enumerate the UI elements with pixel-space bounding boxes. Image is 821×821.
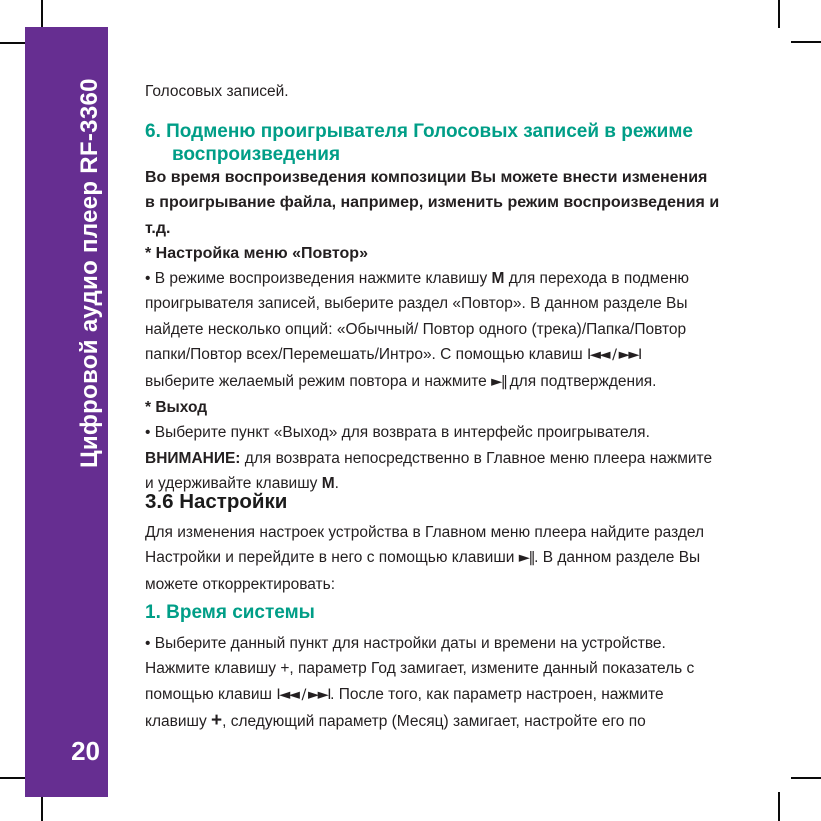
- text-line: [145, 601, 760, 624]
- text-line: [145, 520, 760, 545]
- text-line: [145, 489, 760, 515]
- text-segment: найдете несколько опций: «Обычный/ Повтор одного (трека)/Папка/Повтор: [145, 320, 687, 338]
- text-segment: Нажмите клавишу +, параметр Год замигает, измените данный показатель с: [145, 660, 695, 678]
- crop-mark-bottom-right-horizontal: [791, 777, 821, 779]
- text-segment: т.д.: [145, 219, 171, 237]
- text-line: [145, 120, 760, 143]
- text-segment: * Настройка меню «Повтор»: [145, 245, 368, 263]
- text-line: [145, 682, 760, 708]
- text-segment: . После того, как параметр настроен, нажмите: [330, 685, 664, 703]
- text-segment: +: [211, 710, 223, 732]
- sidebar-vertical-title: Цифровой аудио плеер RF-3360: [76, 78, 103, 468]
- text-line: [145, 446, 760, 471]
- text-segment: I◄◄ / ►►I: [586, 347, 641, 364]
- crop-mark-top-right-horizontal: [791, 41, 821, 43]
- text-block: [145, 266, 760, 497]
- text-segment: Для изменения настроек устройства в Главном меню плеера найдите раздел: [145, 524, 705, 541]
- text-segment: .: [334, 475, 339, 493]
- text-line: [145, 266, 760, 291]
- text-segment: I◄◄ / ►►I: [276, 686, 331, 703]
- text-segment: • Выберите данный пункт для настройки даты и времени на устройстве.: [145, 635, 666, 652]
- text-block: [145, 120, 760, 166]
- text-segment: клавишу: [145, 713, 212, 731]
- text-segment: папки/Повтор всех/Перемешать/Интро». С помощью клавиш: [145, 346, 587, 364]
- text-segment: M: [321, 475, 335, 493]
- text-block: [145, 489, 760, 515]
- text-segment: можете откорректировать:: [145, 575, 336, 593]
- text-segment: для подтверждения.: [509, 372, 657, 390]
- text-line: [145, 216, 760, 241]
- text-block: [145, 631, 760, 735]
- text-segment: и удерживайте клавишу: [145, 475, 322, 493]
- text-block: [145, 79, 760, 104]
- text-segment: выберите желаемый режим повтора и нажмите: [145, 372, 492, 390]
- text-segment: Во время воспроизведения композиции Вы можете внести изменения: [145, 169, 708, 186]
- crop-mark-bottom-right-vertical: [778, 792, 780, 821]
- text-block: [145, 520, 760, 597]
- text-segment: 3.6 Настройки: [145, 490, 288, 513]
- text-segment: воспроизведения: [172, 144, 341, 165]
- text-segment: 1. Время системы: [145, 602, 315, 623]
- text-line: [145, 420, 760, 445]
- page-number: 20: [71, 736, 100, 766]
- text-segment: проигрывателя записей, выберите раздел «Повтор». В данном разделе Вы: [145, 295, 688, 313]
- text-line: [145, 190, 760, 215]
- text-line: [145, 395, 760, 420]
- text-segment: • В режиме воспроизведения нажмите клавишу: [145, 270, 492, 287]
- text-segment: 6. Подменю проигрывателя Голосовых записей в режиме: [145, 121, 693, 142]
- text-segment: * Выход: [145, 399, 208, 417]
- text-segment: Голосовых записей.: [145, 83, 289, 100]
- text-line: [145, 545, 760, 571]
- crop-mark-top-left-vertical: [41, 0, 43, 28]
- text-line: [145, 317, 760, 342]
- crop-mark-top-right-vertical: [778, 0, 780, 28]
- text-line: [145, 143, 760, 166]
- text-segment: ВНИМАНИЕ:: [145, 449, 241, 467]
- text-segment: , следующий параметр (Месяц) замигает, настройте его по: [222, 713, 646, 731]
- text-line: [145, 631, 760, 656]
- text-line: [145, 342, 760, 368]
- text-segment: в проигрывание файла, например, изменить режим воспроизведения и: [145, 194, 720, 212]
- text-line: [145, 708, 760, 734]
- text-block: [145, 165, 760, 267]
- text-line: [145, 572, 760, 597]
- text-line: [145, 369, 760, 395]
- text-block: [145, 601, 760, 624]
- text-line: [145, 79, 760, 104]
- text-segment: • Выберите пункт «Выход» для возврата в интерфейс проигрывателя.: [145, 424, 650, 442]
- text-segment: ►‖: [491, 373, 510, 390]
- text-segment: для возврата непосредственно в Главное меню плеера нажмите: [240, 449, 713, 467]
- text-segment: помощью клавиш: [145, 685, 277, 703]
- text-segment: для перехода в подменю: [504, 270, 690, 287]
- text-segment: Настройки и перейдите в него с помощью клавиши: [145, 549, 519, 567]
- text-segment: M: [491, 270, 505, 287]
- text-line: [145, 241, 760, 266]
- text-segment: . В данном разделе Вы: [534, 549, 701, 567]
- text-line: [145, 165, 760, 190]
- text-line: [145, 291, 760, 316]
- text-segment: ►‖: [518, 550, 535, 567]
- text-line: [145, 656, 760, 681]
